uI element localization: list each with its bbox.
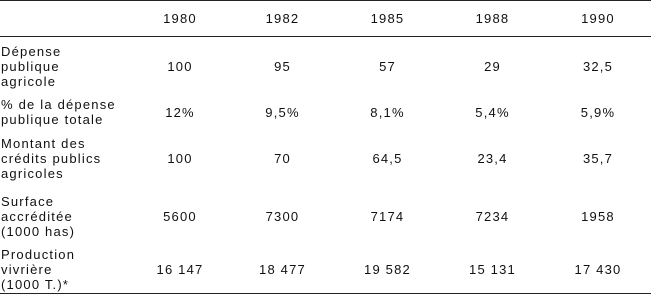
table-row [0, 37, 651, 96]
table-cell: 29 [484, 58, 501, 74]
table-cell: 23,4 [477, 150, 508, 166]
table-row [0, 95, 651, 129]
table-cell: 18 477 [259, 261, 306, 277]
table-cell: 16 147 [156, 261, 204, 277]
table-cell: 100 [167, 58, 193, 74]
table-cell: 57 [379, 58, 396, 74]
table-cell: 70 [274, 150, 291, 166]
table-cell: 35,7 [582, 150, 614, 166]
table-cell: 95 [274, 58, 291, 74]
row-label: % de la dépense publique totale [1, 97, 116, 127]
row-label: Montant des crédits publics agricoles [1, 135, 102, 181]
header-year-1988: 1988 [475, 11, 510, 26]
row-label: Dépense publique agricole [1, 43, 62, 89]
row-label: Production vivrière (1000 T.)* [1, 246, 76, 292]
table-cell: 7300 [265, 208, 300, 224]
header-year-1985: 1985 [370, 11, 405, 26]
table-cell: 64,5 [372, 150, 403, 166]
header-year-1980: 1980 [163, 11, 197, 26]
table-cell: 7234 [475, 208, 510, 224]
table-row [0, 129, 651, 187]
table-cell: 1958 [581, 208, 615, 224]
table-cell: 7174 [370, 208, 405, 224]
table-cell: 100 [167, 150, 193, 166]
header-corner-cell [0, 1, 130, 37]
table-cell: 15 131 [469, 261, 516, 277]
table-cell: 5,4% [475, 104, 510, 120]
table-cell: 19 582 [364, 261, 411, 277]
table-header-row [0, 1, 651, 37]
table-cell: 32,5 [582, 58, 614, 74]
table-row [0, 245, 651, 294]
table-cell: 5,9% [580, 104, 616, 120]
table-cell: 12% [165, 104, 195, 120]
header-year-1982: 1982 [265, 11, 300, 26]
header-year-1990: 1990 [581, 11, 615, 26]
table-cell: 8,1% [370, 104, 405, 120]
table-cell: 5600 [163, 208, 197, 224]
table-cell: 17 430 [574, 261, 622, 277]
table-cell: 9,5% [265, 104, 300, 120]
row-label: Surface accréditée (1000 has) [1, 193, 76, 239]
table-row [0, 187, 651, 245]
